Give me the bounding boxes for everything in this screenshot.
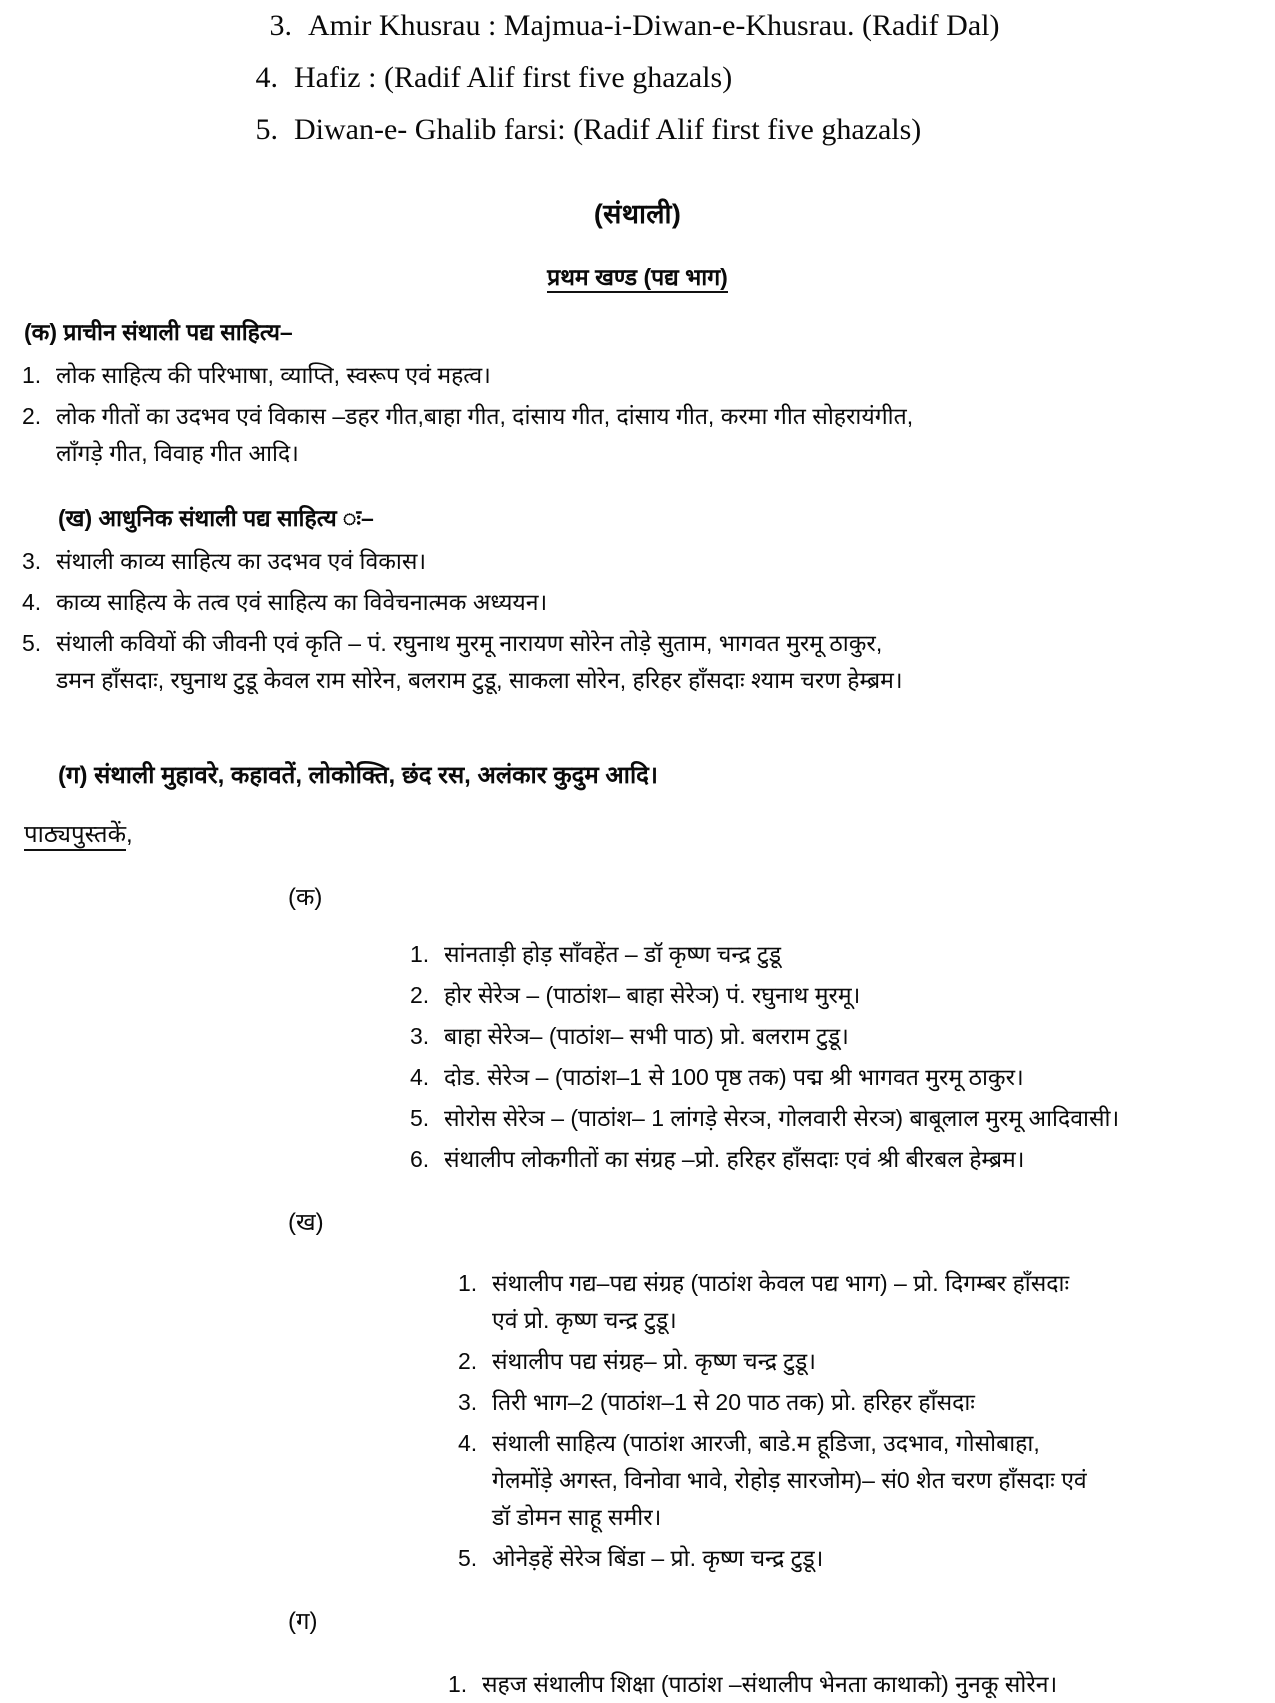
latin-reference-list [0,0,1275,156]
group-ka-list [0,936,1275,1178]
list-item-number: 2. [410,982,430,1008]
list-item-number: 6. [410,1146,430,1172]
list-item [0,104,1275,156]
list-item-number: 3. [410,1023,430,1049]
list-item [458,1540,1275,1577]
list-item-number: 4. [255,61,278,94]
list-item-text: दोड. सेरेञ – (पाठांश–1 से 100 पृष्ठ तक) पद्म श्री भागवत मुरमू ठाकुर। [444,1064,1024,1090]
list-item-number: 5. [255,113,278,146]
list-item-number: 4. [22,589,42,615]
list-item-number: 3. [22,548,42,574]
section-ka-list [0,357,922,472]
list-item-number: 5. [22,630,42,656]
list-item [410,1059,1275,1096]
list-item-text: Hafiz : (Radif Alif first five ghazals) [294,61,733,94]
list-item-number: 2. [22,403,42,429]
list-item-number: 1. [448,1671,468,1697]
list-item [22,584,922,621]
list-item-number: 1. [458,1270,478,1296]
list-item-text: सहज संथालीप शिक्षा (पाठांश –संथालीप भेनता काथाको) नुनकू सोरेन। [482,1671,1058,1697]
list-item-text: लोक गीतों का उदभव एवं विकास –डहर गीत,बाहा गीत, दांसाय गीत, दांसाय गीत, करमा गीत सोहरायंगीत, लाँगड़े गीत, विवाह गीत आदि। [56,403,914,466]
list-item [410,1018,1275,1055]
list-item-number: 1. [410,941,430,967]
list-item [458,1384,1275,1421]
group-label-kha: (ख) [288,1209,324,1236]
textbooks-label-underlined: पाठ्यपुस्तकें [24,821,126,851]
list-item-text: संथालीप लोकगीतों का संग्रह –प्रो. हरिहर हाँसदाः एवं श्री बीरबल हेम्ब्रम। [444,1146,1025,1172]
section-kha-list [0,543,922,699]
list-item-text: संथाली काव्य साहित्य का उदभव एवं विकास। [56,548,427,574]
list-item-number: 3. [269,9,292,42]
list-item-number: 4. [458,1430,478,1456]
section-subtitle-text: प्रथम खण्ड (पद्य भाग) [547,264,728,293]
section-heading-ga: (ग) संथाली मुहावरे, कहावतें, लोकोक्ति, छंद रस, अलंकार कुदुम आदि। [58,762,659,789]
list-item [22,543,922,580]
list-item-number: 5. [458,1545,478,1571]
section-subtitle [0,259,1275,296]
group-label-ga: (ग) [288,1608,318,1635]
textbooks-label [0,816,1275,853]
list-item [0,0,1275,52]
list-item-number: 4. [410,1064,430,1090]
group-ga-list [0,1666,1275,1703]
list-item [0,52,1275,104]
list-item-text: बाहा सेरेञ– (पाठांश– सभी पाठ) प्रो. बलराम टुडू। [444,1023,849,1049]
list-item-text: Amir Khusrau : Majmua-i-Diwan-e-Khusrau. (Radif Dal) [308,9,1000,42]
list-item-number: 2. [458,1348,478,1374]
list-item-text: संथालीप पद्य संग्रह– प्रो. कृष्ण चन्द्र टुडू। [492,1348,816,1374]
list-item [448,1666,1275,1703]
section-heading-kha: (ख) आधुनिक संथाली पद्य साहित्य ः– [58,505,374,531]
group-label-ka: (क) [288,884,323,911]
section-heading-ka: (क) प्राचीन संथाली पद्य साहित्य– [24,319,293,345]
list-item [22,625,922,699]
list-item-text: सोरोस सेरेञ – (पाठांश– 1 लांगड़े सेरञ, गोलवारी सेरञ) बाबूलाल मुरमू आदिवासी। [444,1105,1120,1131]
list-item [458,1343,1275,1380]
list-item [458,1425,1275,1536]
list-item [22,357,922,394]
list-item [410,977,1275,1014]
list-item-number: 3. [458,1389,478,1415]
list-item-text: संथाली साहित्य (पाठांश आरजी, बाडे.म हूडिजा, उदभाव, गोसोबाहा, गेलमोंड़े अगस्त, विनोवा भावे, रोहोड़ सारजोम)– सं0 शेत चरण हाँसदाः एवं डॉ डोमन साहू समीर। [492,1430,1087,1530]
list-item-text: लोक साहित्य की परिभाषा, व्याप्ति, स्वरूप एवं महत्व। [56,362,491,388]
list-item-text: होर सेरेञ – (पाठांश– बाहा सेरेञ) पं. रघुनाथ मुरमू। [444,982,861,1008]
list-item-text: ओनेड़हें सेरेञ बिंडा – प्रो. कृष्ण चन्द्र टुडू। [492,1545,824,1571]
list-item-text: सांनताड़ी होड़ साँवहेंत – डॉ कृष्ण चन्द्र टुडू [444,941,781,967]
list-item [458,1265,1275,1339]
list-item [410,1100,1275,1137]
list-item [22,398,922,472]
list-item-text: Diwan-e- Ghalib farsi: (Radif Alif first five ghazals) [294,113,922,146]
list-item-text: काव्य साहित्य के तत्व एवं साहित्य का विवेचनात्मक अध्ययन। [56,589,548,615]
page-title: (संथाली) [593,199,682,229]
list-item-text: तिरी भाग–2 (पाठांश–1 से 20 पाठ तक) प्रो. हरिहर हाँसदाः [492,1389,975,1415]
list-item-number: 5. [410,1105,430,1131]
list-item-text: संथाली कवियों की जीवनी एवं कृति – पं. रघुनाथ मुरमू नारायण सोरेन तोड़े सुताम, भागवत मुरमू ठाकुर, डमन हाँसदाः, रघुनाथ टुडू केवल राम सोरेन, बलराम टुडू, साकला सोरेन, हरिहर हाँसदाः श्याम चरण हेम्ब्रम। [56,630,903,693]
textbooks-label-comma: , [126,821,133,848]
list-item-text: संथालीप गद्य–पद्य संग्रह (पाठांश केवल पद्य भाग) – प्रो. दिगम्बर हाँसदाः एवं प्रो. कृष्ण चन्द्र टुडू। [492,1270,1070,1333]
list-item [410,936,1275,973]
list-item [410,1141,1275,1178]
list-item-number: 1. [22,362,42,388]
group-kha-list [0,1265,1275,1577]
